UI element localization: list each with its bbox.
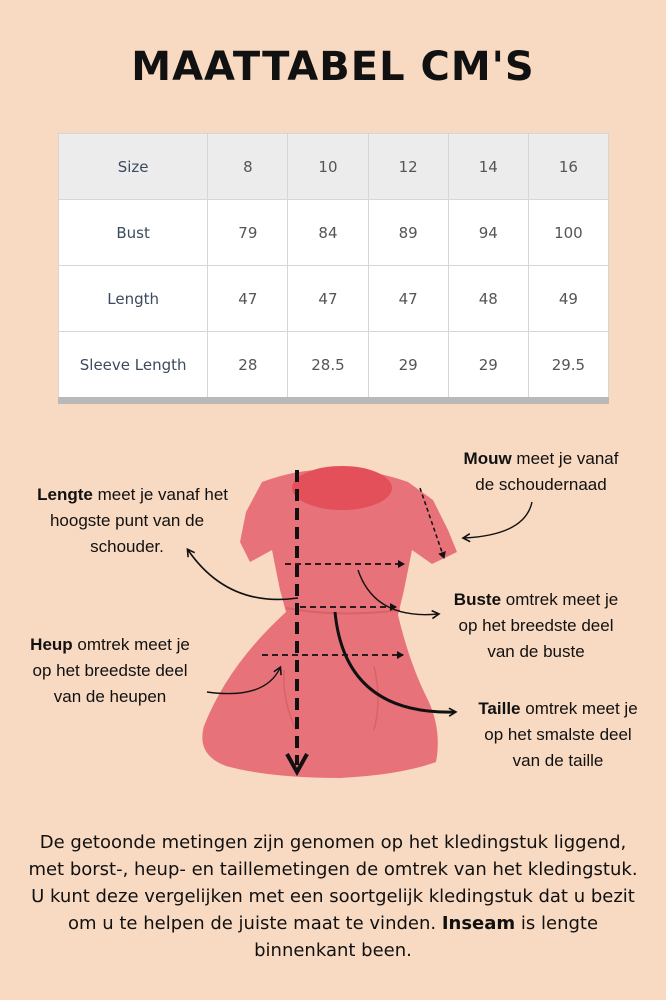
table-cell: 49 [528, 266, 608, 332]
measurement-diagram [0, 430, 666, 790]
page-title: MAATTABEL CM'S [131, 44, 535, 90]
annotation-buste: Buste omtrek meet je op het breedste deel van de buste [453, 590, 619, 661]
table-cell: Size [59, 134, 208, 200]
arrow-mouw [464, 502, 532, 538]
table-cell: 29 [448, 332, 528, 401]
table-row [59, 200, 609, 266]
table-cell: 16 [528, 134, 608, 200]
table-cell: 14 [448, 134, 528, 200]
table-cell: 8 [208, 134, 288, 200]
table-row [59, 332, 609, 401]
annotation-lengte: Lengte meet je vanaf het hoogste punt van de schouder. [37, 485, 228, 556]
table-cell: 28.5 [288, 332, 368, 401]
collar-shape [292, 466, 392, 510]
table-cell: 29.5 [528, 332, 608, 401]
table-cell: 48 [448, 266, 528, 332]
table-cell: 100 [528, 200, 608, 266]
measurement-note: De getoonde metingen zijn genomen op het kledingstuk liggend, met borst-, heup- en taillemetingen de omtrek van het kledingstuk. U kunt deze vergelijken met een soortgelijk kledingstuk dat u bezit om u te helpen de juiste maat te vinden. Inseam is lengte binnenkant been. [28, 832, 638, 961]
dress-shape [202, 470, 457, 778]
table-cell: 94 [448, 200, 528, 266]
table-cell: 47 [368, 266, 448, 332]
table-cell: 47 [208, 266, 288, 332]
table-cell: 79 [208, 200, 288, 266]
table-cell: 47 [288, 266, 368, 332]
table-cell: Sleeve Length [59, 332, 208, 401]
table-cell: 89 [368, 200, 448, 266]
table-cell: 12 [368, 134, 448, 200]
size-table [58, 133, 609, 404]
table-cell: 84 [288, 200, 368, 266]
annotation-mouw: Mouw meet je vanaf de schoudernaad [463, 449, 619, 494]
table-cell: 10 [288, 134, 368, 200]
table-row [59, 266, 609, 332]
table-cell: 28 [208, 332, 288, 401]
annotation-heup: Heup omtrek meet je op het breedste deel van de heupen [30, 635, 190, 706]
table-cell: 29 [368, 332, 448, 401]
table-header-row [59, 134, 609, 200]
annotation-taille: Taille omtrek meet je op het smalste deel van de taille [478, 699, 638, 770]
table-cell: Length [59, 266, 208, 332]
table-cell: Bust [59, 200, 208, 266]
